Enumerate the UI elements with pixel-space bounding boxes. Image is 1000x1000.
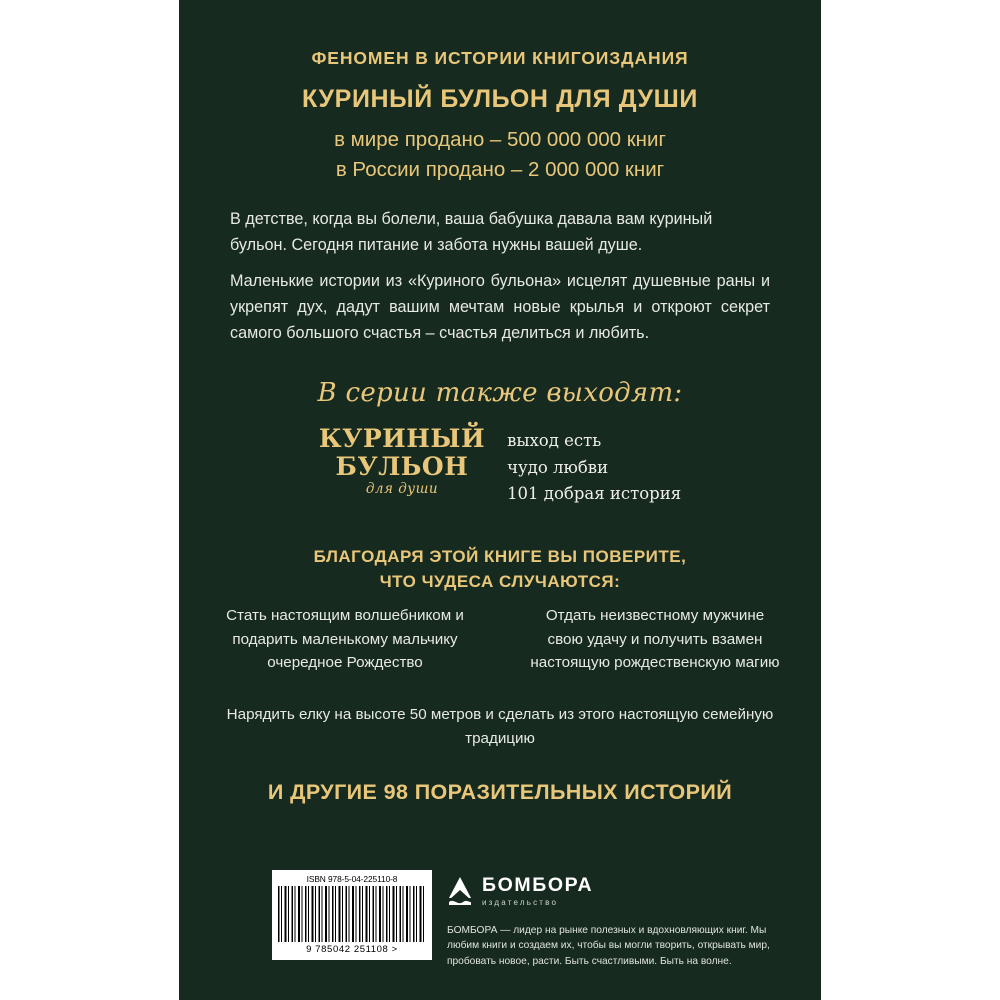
series-logo-line-1: КУРИНЫЙ: [318, 424, 486, 453]
publisher-row: [447, 876, 777, 907]
list-item: выход есть: [507, 431, 602, 450]
barcode-digits: 9 785042 251108 >: [306, 944, 398, 955]
publisher-block: [447, 876, 777, 970]
book-back-cover: [179, 0, 821, 1000]
promise-title-line-1: БЛАГОДАРЯ ЭТОЙ КНИГЕ ВЫ ПОВЕРИТЕ,: [313, 547, 687, 566]
barcode-block: [272, 870, 432, 960]
series-title: В серии также выходят:: [317, 378, 683, 408]
series-list: [507, 424, 681, 508]
header-block: [179, 48, 821, 182]
promise-center-item: Нарядить елку на высоте 50 метров и сделать из этого настоящую семейную традицию: [226, 706, 774, 747]
publisher-blurb: БОМБОРА — лидер на рынке полезных и вдохновляющих книг. Мы любим книги и создаем их, чтобы вы могли творить, открывать мир, пробовать новое, расти. Быть счастливыми. Быть на волне.: [447, 924, 770, 968]
promise-columns: [220, 604, 780, 675]
isbn-text: ISBN 978-5-04-225110-8: [306, 874, 398, 884]
stat-world: в мире продано – 500 000 000 книг: [334, 128, 666, 151]
series-block: [179, 424, 821, 508]
bombora-logo-icon: [447, 876, 473, 906]
stat-russia: в России продано – 2 000 000 книг: [335, 157, 665, 181]
promise-title-line-2: ЧТО ЧУДЕСА СЛУЧАЮТСЯ:: [379, 571, 621, 591]
closing-line: И ДРУГИЕ 98 ПОРАЗИТЕЛЬНЫХ ИСТОРИЙ: [267, 780, 733, 804]
series-logo-line-3: для души: [365, 481, 439, 497]
publisher-name: БОМБОРА: [482, 874, 594, 896]
series-logo: [319, 424, 485, 497]
header-kicker: ФЕНОМЕН В ИСТОРИИ КНИГОИЗДАНИЯ: [311, 48, 689, 68]
promise-title: [179, 545, 821, 594]
promise-left-column: Стать настоящим волшебником и подарить маленькому мальчику очередное Рождество: [226, 607, 464, 672]
cover-content: [179, 0, 821, 1000]
publisher-subtitle: издательство: [482, 897, 559, 907]
promise-right-column: Отдать неизвестному мужчине свою удачу и получить взамен настоящую рождественскую магию: [530, 607, 780, 672]
publisher-names: [482, 876, 593, 907]
list-item: 101 добрая история: [507, 484, 682, 504]
body-paragraph-2: Маленькие истории из «Куриного бульона» исцелят душевные раны и укрепят дух, дадут вашим мечтам новые крылья и откроют секрет самого большого счастья – счастья делиться и любить.: [230, 272, 770, 343]
list-item: чудо любви: [507, 457, 609, 477]
series-logo-line-2: БУЛЬОН: [335, 452, 469, 481]
barcode-icon: [278, 886, 426, 942]
body-paragraph-1: В детстве, когда вы болели, ваша бабушка давала вам куриный бульон. Сегодня питание и забота нужны вашей душе.: [230, 210, 713, 255]
header-title: КУРИНЫЙ БУЛЬОН ДЛЯ ДУШИ: [302, 85, 698, 113]
